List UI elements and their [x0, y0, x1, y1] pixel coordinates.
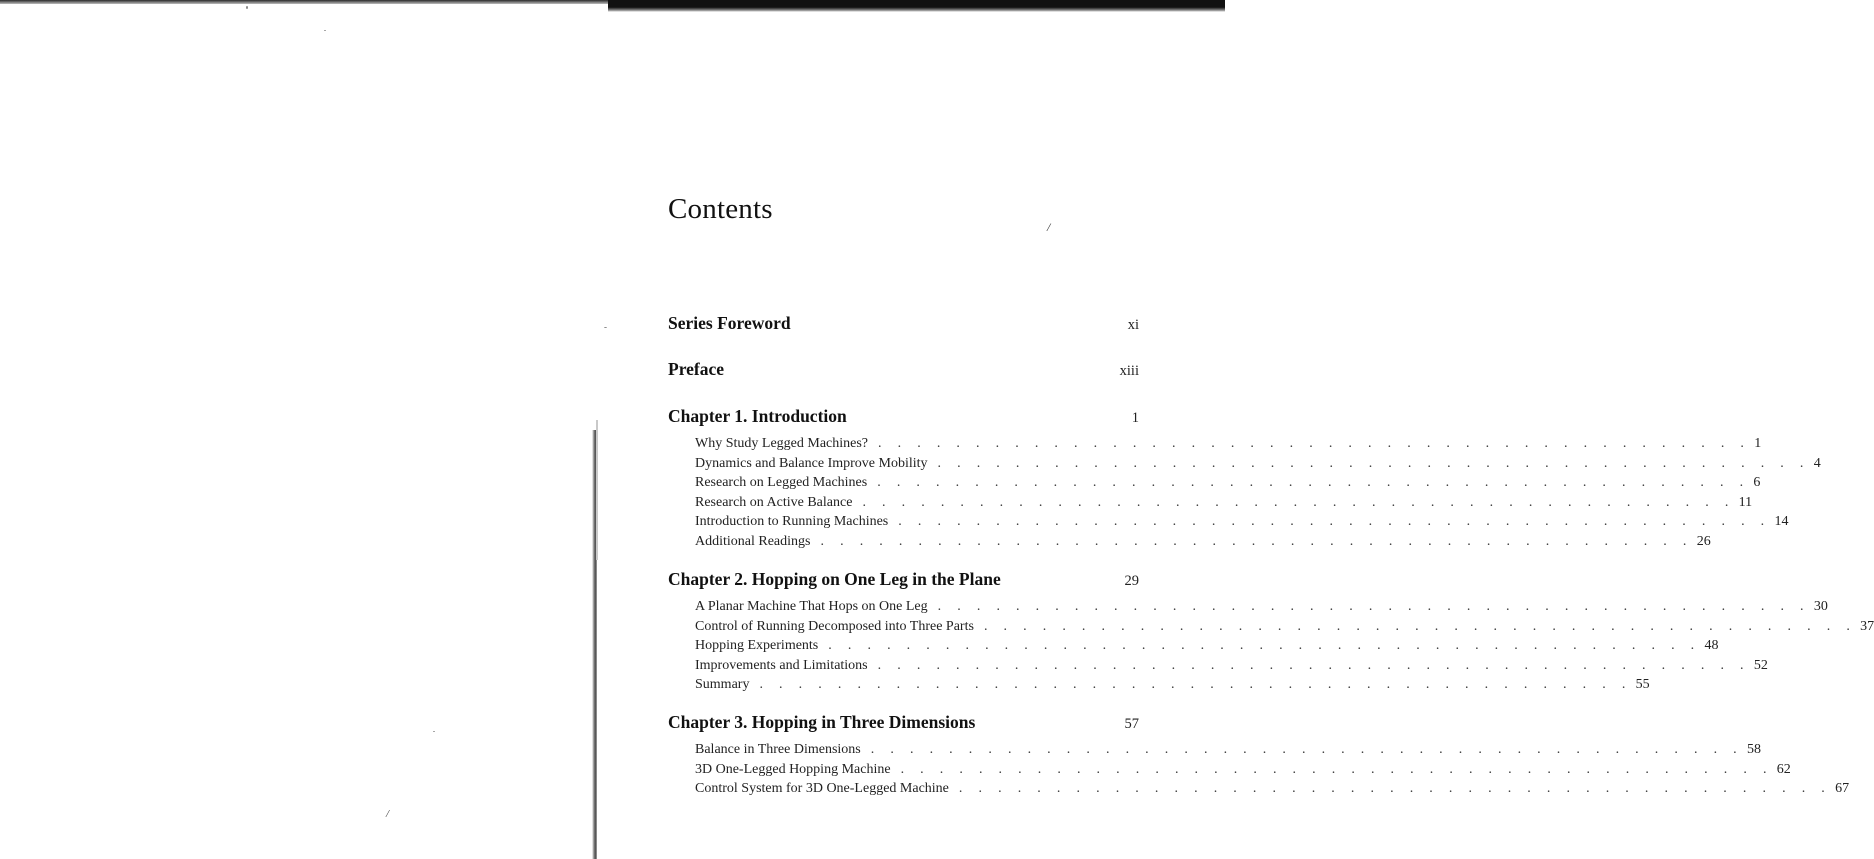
dot-leader: . . . . . . . . . . . . . . . . . . . . . . . . . . . . . . . . . . . . . . . . . . . . .: [862, 494, 1735, 510]
toc-section[interactable]: [695, 599, 1828, 619]
toc-entry-title: Preface: [668, 359, 725, 379]
section-page: 55: [1635, 677, 1650, 692]
dot-leader: . . . . . . . . . . . . . . . . . . . . . . . . . . . . . . . . . . . . . . . . . . . . .: [878, 436, 1751, 451]
section-title: Control System for 3D One-Legged Machine: [695, 781, 949, 796]
section-title: Research on Active Balance: [695, 494, 853, 510]
chapter-title: Chapter 3. Hopping in Three Dimensions: [668, 712, 976, 732]
section-page: 4: [1813, 455, 1821, 471]
toc-entry-page: xi: [1127, 317, 1139, 333]
toc-chapter-1[interactable]: [668, 406, 1139, 427]
stray-pen-mark: /: [386, 808, 390, 820]
dot-leader: . . . . . . . . . . . . . . . . . . . . . . . . . . . . . . . . . . . . . . . . . . . . .: [898, 514, 1771, 529]
section-page: 1: [1754, 436, 1762, 451]
chapter-title: Chapter 1. Introduction: [668, 406, 847, 426]
scan-speck: [246, 6, 248, 9]
chapter-page: 1: [1131, 410, 1139, 426]
page-title: Contents: [668, 193, 773, 225]
section-page: 52: [1753, 657, 1768, 673]
section-title: A Planar Machine That Hops on One Leg: [695, 599, 928, 614]
dot-leader: . . . . . . . . . . . . . . . . . . . . . . . . . . . . . . . . . . . . . . . . . . . . .: [759, 677, 1632, 692]
dot-leader: . . . . . . . . . . . . . . . . . . . . . . . . . . . . . . . . . . . . . . . . . . . . .: [870, 742, 1743, 757]
toc-section[interactable]: [695, 475, 1761, 495]
chapter-1-section-list: [695, 436, 1821, 553]
dot-leader: . . . . . . . . . . . . . . . . . . . . . . . . . . . . . . . . . . . . . . . . . . . . .: [820, 533, 1693, 549]
toc-section[interactable]: [695, 494, 1753, 515]
chapter-page: 57: [1124, 716, 1139, 732]
toc-entry-series-foreword[interactable]: [668, 313, 1139, 334]
chapter-page: 29: [1124, 573, 1139, 589]
scan-speck: [324, 30, 326, 31]
dot-leader: . . . . . . . . . . . . . . . . . . . . . . . . . . . . . . . . . . . . . . . . . . . . .: [937, 455, 1810, 471]
toc-section[interactable]: [695, 455, 1821, 476]
toc-entry-page: xiii: [1119, 363, 1139, 379]
section-title: 3D One-Legged Hopping Machine: [695, 761, 891, 777]
dot-leader: . . . . . . . . . . . . . . . . . . . . . . . . . . . . . . . . . . . . . . . . . . . . .: [900, 761, 1773, 777]
scan-speck: [604, 327, 607, 328]
section-title: Balance in Three Dimensions: [695, 742, 861, 757]
toc-section[interactable]: [695, 742, 1761, 762]
section-page: 26: [1696, 533, 1711, 549]
section-page: 58: [1746, 742, 1761, 757]
section-page: 62: [1776, 761, 1791, 777]
chapter-3-section-list: [695, 742, 1850, 801]
toc-section[interactable]: [695, 761, 1791, 782]
toc-section[interactable]: [695, 638, 1719, 658]
dot-leader: . . . . . . . . . . . . . . . . . . . . . . . . . . . . . . . . . . . . . . . . . . . . .: [937, 599, 1810, 614]
toc-section[interactable]: [695, 436, 1762, 456]
toc-entry-preface[interactable]: [668, 359, 1139, 380]
section-title: Improvements and Limitations: [695, 657, 868, 673]
toc-section[interactable]: [695, 781, 1850, 801]
section-page: 48: [1704, 638, 1719, 653]
dot-leader: . . . . . . . . . . . . . . . . . . . . . . . . . . . . . . . . . . . . . . . . . . . . .: [877, 657, 1750, 673]
section-title: Summary: [695, 677, 750, 692]
dot-leader: . . . . . . . . . . . . . . . . . . . . . . . . . . . . . . . . . . . . . . . . . . . . .: [828, 638, 1701, 653]
section-title: Dynamics and Balance Improve Mobility: [695, 455, 928, 471]
book-gutter-faint-line: [596, 420, 598, 560]
toc-section[interactable]: [695, 514, 1789, 534]
toc-section[interactable]: [695, 533, 1711, 554]
section-page: 6: [1753, 475, 1761, 490]
section-page: 37: [1860, 618, 1874, 634]
toc-section[interactable]: [695, 618, 1874, 639]
chapter-2-section-list: [695, 599, 1874, 697]
toc-section[interactable]: [695, 677, 1650, 697]
section-title: Hopping Experiments: [695, 638, 819, 653]
section-page: 30: [1813, 599, 1828, 614]
stray-pen-mark: /: [1047, 220, 1051, 234]
scan-speck: [433, 731, 435, 732]
section-page: 11: [1738, 494, 1753, 510]
section-title: Control of Running Decomposed into Three Parts: [695, 618, 974, 634]
dot-leader: . . . . . . . . . . . . . . . . . . . . . . . . . . . . . . . . . . . . . . . . . . . . .: [983, 618, 1857, 634]
section-title: Research on Legged Machines: [695, 475, 868, 490]
section-title: Introduction to Running Machines: [695, 514, 889, 529]
chapter-title: Chapter 2. Hopping on One Leg in the Plane: [668, 569, 1001, 589]
toc-section[interactable]: [695, 657, 1768, 678]
toc-chapter-2[interactable]: [668, 569, 1139, 590]
scan-edge-shadow-right: [608, 0, 1225, 12]
dot-leader: . . . . . . . . . . . . . . . . . . . . . . . . . . . . . . . . . . . . . . . . . . . . .: [877, 475, 1750, 490]
dot-leader: . . . . . . . . . . . . . . . . . . . . . . . . . . . . . . . . . . . . . . . . . . . . .: [958, 781, 1832, 796]
scan-edge-shadow-left: [0, 0, 610, 4]
section-page: 14: [1774, 514, 1789, 529]
section-title: Additional Readings: [695, 533, 811, 549]
section-page: 67: [1835, 781, 1850, 796]
toc-entry-title: Series Foreword: [668, 313, 791, 333]
section-title: Why Study Legged Machines?: [695, 436, 869, 451]
toc-chapter-3[interactable]: [668, 712, 1139, 733]
